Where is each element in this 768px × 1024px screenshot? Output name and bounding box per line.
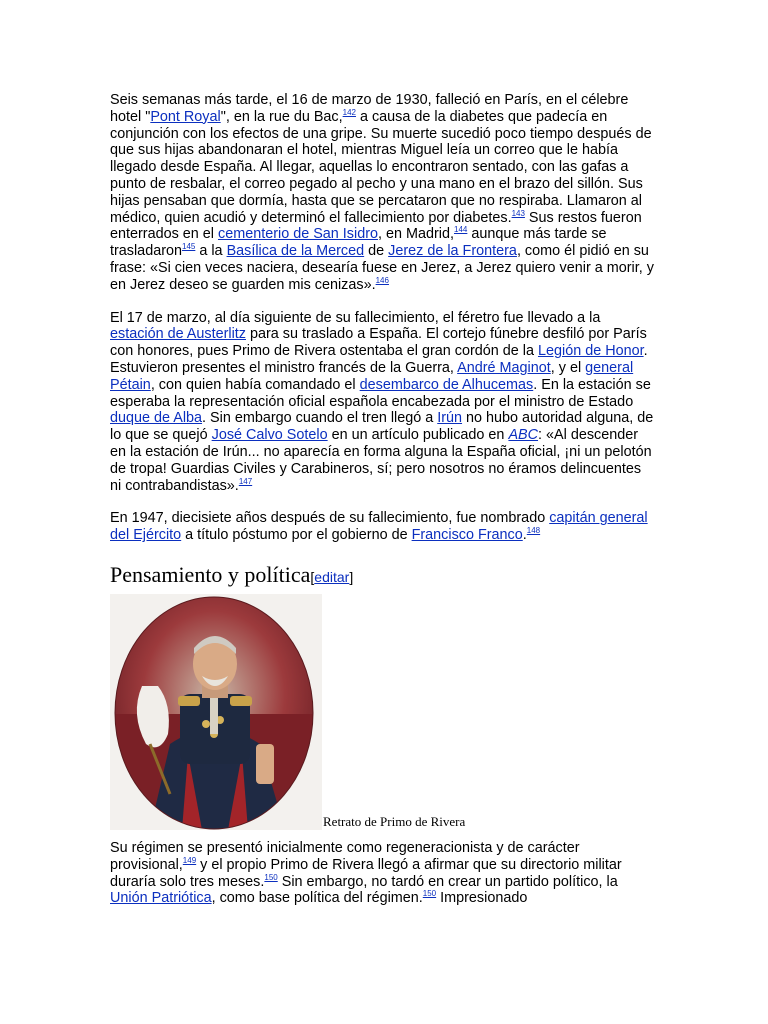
edit-section-link[interactable]: editar xyxy=(314,568,350,585)
portrait-image[interactable] xyxy=(110,594,322,830)
paragraph-regime: Su régimen se presentó inicialmente como regeneracionista y de carácter provisional,$^{149}$ y el propio Primo de Rivera llegó a afirmar que su directorio militar duraría solo tres meses.$^{150}$ Sin embargo, no tardó en crear un partido político, la Unión Patriótica, como base política del régimen.$^{150}$ Impresionado xyxy=(110,839,622,907)
ref-142[interactable]: 142 xyxy=(342,107,356,117)
ref-143[interactable]: 143 xyxy=(511,208,525,218)
portrait-caption: Retrato de Primo de Rivera xyxy=(323,813,466,829)
ref-149[interactable]: 149 xyxy=(182,855,197,865)
ref-146[interactable]: 146 xyxy=(375,275,389,285)
link-capitan-general[interactable]: capitán general del Ejército xyxy=(110,510,648,544)
link-duque-alba[interactable]: duque de Alba xyxy=(110,410,203,427)
link-jose-calvo-sotelo[interactable]: José Calvo Sotelo xyxy=(211,427,328,444)
ref-150[interactable]: 150 xyxy=(264,872,278,882)
paragraph-capitan-general: En 1947, diecisiete años después de su fallecimiento, fue nombrado capitán general del Ejército a título póstumo por el gobierno de Francisco Franco.$^{148}$ xyxy=(110,510,648,544)
ref-147[interactable]: 147 xyxy=(238,476,253,486)
link-irun[interactable]: Irún xyxy=(437,410,463,427)
link-general-petain[interactable]: general Pétain xyxy=(110,359,634,393)
ref-144[interactable]: 144 xyxy=(454,225,468,235)
article-body xyxy=(110,92,656,907)
ref-148[interactable]: 148 xyxy=(526,526,541,536)
ref-150-b[interactable]: 150 xyxy=(422,889,437,899)
link-abc[interactable]: ABC xyxy=(508,427,539,444)
section-heading: Pensamiento y política[editar] xyxy=(110,561,354,587)
link-legion-honor[interactable]: Legión de Honor xyxy=(537,343,644,360)
link-pont-royal[interactable]: Pont Royal xyxy=(150,108,221,125)
link-estacion-austerlitz[interactable]: estación de Austerlitz xyxy=(110,326,246,343)
portrait-figure xyxy=(110,594,656,832)
portrait-illustration xyxy=(110,594,322,830)
link-cementerio-san-isidro[interactable]: cementerio de San Isidro xyxy=(218,226,378,243)
link-desembarco-alhucemas[interactable]: desembarco de Alhucemas xyxy=(359,376,534,393)
edit-section-wrapper: [editar] xyxy=(310,568,354,585)
ref-145[interactable]: 145 xyxy=(182,242,196,252)
paragraph-death: Seis semanas más tarde, el 16 de marzo de 1930, falleció en París, en el célebre hotel "Pont Royal", en la rue du Bac,$^{142}$ a causa de la diabetes que padecía en conjunción con los efectos de una gripe. Su muerte sucedió poco tiempo después de que sus hijas abandonaran el hotel, mientras Miguel leía un correo que le había llegado desde España. Al llegar, aquellas lo encontraron sentado, con las gafas a punto de resbalar, el correo pegado al pecho y una mano en el brazo del sillón. Sus hijas pensaban que dormía, hasta que se percataron que no respiraba. Llamaron al médico, quien acudió y determinó el fallecimiento por diabetes.$^{143}$ Sus restos fueron enterrados en el cementerio de San Isidro, en Madrid,$^{144}$ aunque más tarde se trasladaron$^{145}$ a la Basílica de la Merced de Jerez de la Frontera, como él pidió en su frase: «Si cien veces naciera, desearía fuese en Jerez, a Jerez quiero venir a morir, y en Jerez deseo se guarden mis cenizas».$^{146}$ xyxy=(110,92,654,293)
link-union-patriotica[interactable]: Unión Patriótica xyxy=(110,890,212,907)
link-jerez-frontera[interactable]: Jerez de la Frontera xyxy=(388,243,517,260)
paragraph-funeral: El 17 de marzo, al día siguiente de su fallecimiento, el féretro fue llevado a la estación de Austerlitz para su traslado a España. El cortejo fúnebre desfiló por París con honores, pues Primo de Rivera ostentaba el gran cordón de la Legión de Honor. Estuvieron presentes el ministro francés de la Guerra, André Maginot, y el general Pétain, con quien había comandado el desembarco de Alhucemas. En la estación se esperaba la representación oficial española encabezada por el ministro de Estado duque de Alba. Sin embargo cuando el tren llegó a Irún no hubo autoridad alguna, de lo que se quejó José Calvo Sotelo en un artículo publicado en ABC: «Al descender en la estación de Irún... no aparecía en forma alguna la España oficial, ¡ni un pelotón de tropa! Guardias Civiles y Carabineros, sí; pero nosotros no éramos delincuentes ni contrabandistas».$^{147}$ xyxy=(110,309,654,494)
link-francisco-franco[interactable]: Francisco Franco xyxy=(411,527,523,544)
link-andre-maginot[interactable]: André Maginot xyxy=(457,359,551,376)
link-basilica-merced[interactable]: Basílica de la Merced xyxy=(226,243,365,260)
